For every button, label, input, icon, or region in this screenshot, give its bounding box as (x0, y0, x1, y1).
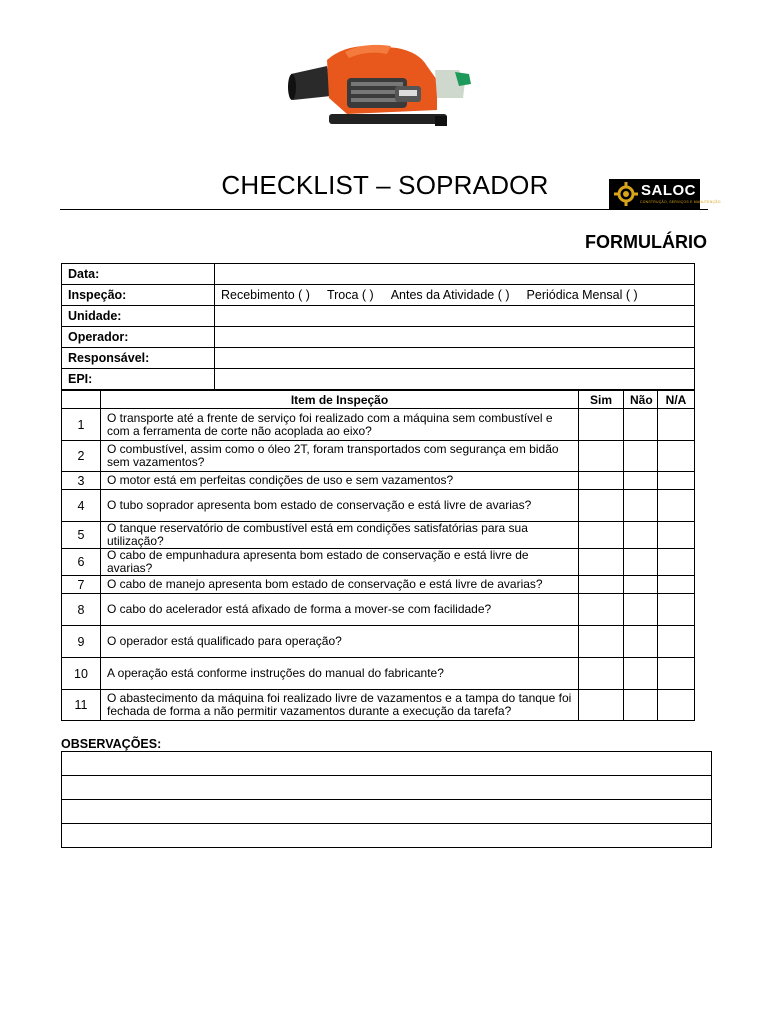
item-number: 1 (62, 409, 101, 441)
table-row (62, 490, 695, 522)
item-text: O cabo de manejo apresenta bom estado de conservação e está livre de avarias? (101, 576, 579, 594)
observation-line[interactable] (62, 752, 712, 776)
header-na: N/A (658, 391, 695, 409)
item-text: O combustível, assim como o óleo 2T, foram transportados com segurança em bidão sem vazamentos? (101, 441, 579, 472)
nao-cell[interactable] (624, 409, 658, 441)
header-number (62, 391, 101, 409)
info-row-data (62, 264, 695, 285)
item-number: 7 (62, 576, 101, 594)
info-row-operador (62, 327, 695, 348)
item-text: O operador está qualificado para operação? (101, 626, 579, 658)
na-cell[interactable] (658, 549, 695, 576)
nao-cell[interactable] (624, 576, 658, 594)
observation-line[interactable] (62, 776, 712, 800)
observation-line[interactable] (62, 824, 712, 848)
item-text: O motor está em perfeitas condições de uso e sem vazamentos? (101, 472, 579, 490)
responsavel-field[interactable] (215, 348, 695, 369)
document-title: CHECKLIST – SOPRADOR (221, 170, 549, 200)
nao-cell[interactable] (624, 490, 658, 522)
sim-cell[interactable] (579, 594, 624, 626)
observations-table (61, 751, 712, 848)
na-cell[interactable] (658, 658, 695, 690)
na-cell[interactable] (658, 576, 695, 594)
na-cell[interactable] (658, 409, 695, 441)
saloc-logo (609, 179, 721, 209)
sim-cell[interactable] (579, 626, 624, 658)
inspecao-label: Inspeção: (62, 285, 215, 306)
form-heading: FORMULÁRIO (585, 232, 707, 252)
na-cell[interactable] (658, 472, 695, 490)
item-text: O tubo soprador apresenta bom estado de conservação e está livre de avarias? (101, 490, 579, 522)
item-number: 5 (62, 522, 101, 549)
sim-cell[interactable] (579, 522, 624, 549)
table-row (62, 576, 695, 594)
item-number: 10 (62, 658, 101, 690)
gear-logo-icon (614, 182, 638, 206)
na-cell[interactable] (658, 522, 695, 549)
nao-cell[interactable] (624, 522, 658, 549)
observation-row (62, 776, 712, 800)
item-number: 9 (62, 626, 101, 658)
item-number: 4 (62, 490, 101, 522)
table-row (62, 594, 695, 626)
table-row (62, 409, 695, 441)
sim-cell[interactable] (579, 549, 624, 576)
info-row-unidade (62, 306, 695, 327)
item-text: O cabo de empunhadura apresenta bom estado de conservação e está livre de avarias? (101, 549, 579, 576)
data-label: Data: (62, 264, 215, 285)
leaf-blower-image (287, 40, 479, 128)
item-text: O transporte até a frente de serviço foi realizado com a máquina sem combustível e com a ferramenta de corte não acoplada ao eixo? (101, 409, 579, 441)
table-row (62, 441, 695, 472)
item-number: 8 (62, 594, 101, 626)
inspecao-options (215, 285, 695, 306)
sim-cell[interactable] (579, 441, 624, 472)
sim-cell[interactable] (579, 658, 624, 690)
na-cell[interactable] (658, 690, 695, 721)
na-cell[interactable] (658, 490, 695, 522)
nao-cell[interactable] (624, 658, 658, 690)
na-cell[interactable] (658, 594, 695, 626)
operador-label: Operador: (62, 327, 215, 348)
info-table (61, 263, 695, 390)
sim-cell[interactable] (579, 490, 624, 522)
sim-cell[interactable] (579, 472, 624, 490)
sim-cell[interactable] (579, 409, 624, 441)
logo-wordmark: SALOC (641, 182, 696, 199)
table-row (62, 690, 695, 721)
nao-cell[interactable] (624, 594, 658, 626)
table-row (62, 522, 695, 549)
nao-cell[interactable] (624, 472, 658, 490)
nao-cell[interactable] (624, 690, 658, 721)
table-row (62, 472, 695, 490)
sim-cell[interactable] (579, 576, 624, 594)
table-row (62, 549, 695, 576)
item-text: O abastecimento da máquina foi realizado livre de vazamentos e a tampa do tanque foi fechada de forma a não permitir vazamentos durante a execução da tarefa? (101, 690, 579, 721)
table-row (62, 658, 695, 690)
item-text: O cabo do acelerador está afixado de forma a mover-se com facilidade? (101, 594, 579, 626)
responsavel-label: Responsável: (62, 348, 215, 369)
unidade-field[interactable] (215, 306, 695, 327)
observation-row (62, 824, 712, 848)
operador-field[interactable] (215, 327, 695, 348)
sim-cell[interactable] (579, 690, 624, 721)
observations-heading: OBSERVAÇÕES: (61, 737, 162, 751)
na-cell[interactable] (658, 626, 695, 658)
na-cell[interactable] (658, 441, 695, 472)
item-number: 3 (62, 472, 101, 490)
option-recebimento[interactable]: Recebimento ( ) (221, 288, 310, 302)
logo-tagline: CONSTRUÇÃO, SERVIÇOS E MANUTENÇÃO (640, 200, 721, 204)
item-number: 11 (62, 690, 101, 721)
option-periodica-mensal[interactable]: Periódica Mensal ( ) (526, 288, 638, 302)
epi-field[interactable] (215, 369, 695, 390)
nao-cell[interactable] (624, 441, 658, 472)
header-sim: Sim (579, 391, 624, 409)
observation-row (62, 752, 712, 776)
inspection-header-row (62, 391, 695, 409)
item-text: O tanque reservatório de combustível está em condições satisfatórias para sua utilização? (101, 522, 579, 549)
nao-cell[interactable] (624, 626, 658, 658)
info-row-responsavel (62, 348, 695, 369)
observation-row (62, 800, 712, 824)
epi-label: EPI: (62, 369, 215, 390)
header-nao: Não (624, 391, 658, 409)
item-number: 6 (62, 549, 101, 576)
info-row-inspecao (62, 285, 695, 306)
unidade-label: Unidade: (62, 306, 215, 327)
item-number: 2 (62, 441, 101, 472)
item-text: A operação está conforme instruções do manual do fabricante? (101, 658, 579, 690)
observation-line[interactable] (62, 800, 712, 824)
title-divider (60, 209, 708, 210)
nao-cell[interactable] (624, 549, 658, 576)
inspection-table (61, 390, 695, 721)
header-item: Item de Inspeção (101, 391, 579, 409)
table-row (62, 626, 695, 658)
data-field[interactable] (215, 264, 695, 285)
option-antes-atividade[interactable]: Antes da Atividade ( ) (390, 288, 510, 302)
info-row-epi (62, 369, 695, 390)
option-troca[interactable]: Troca ( ) (326, 288, 374, 302)
